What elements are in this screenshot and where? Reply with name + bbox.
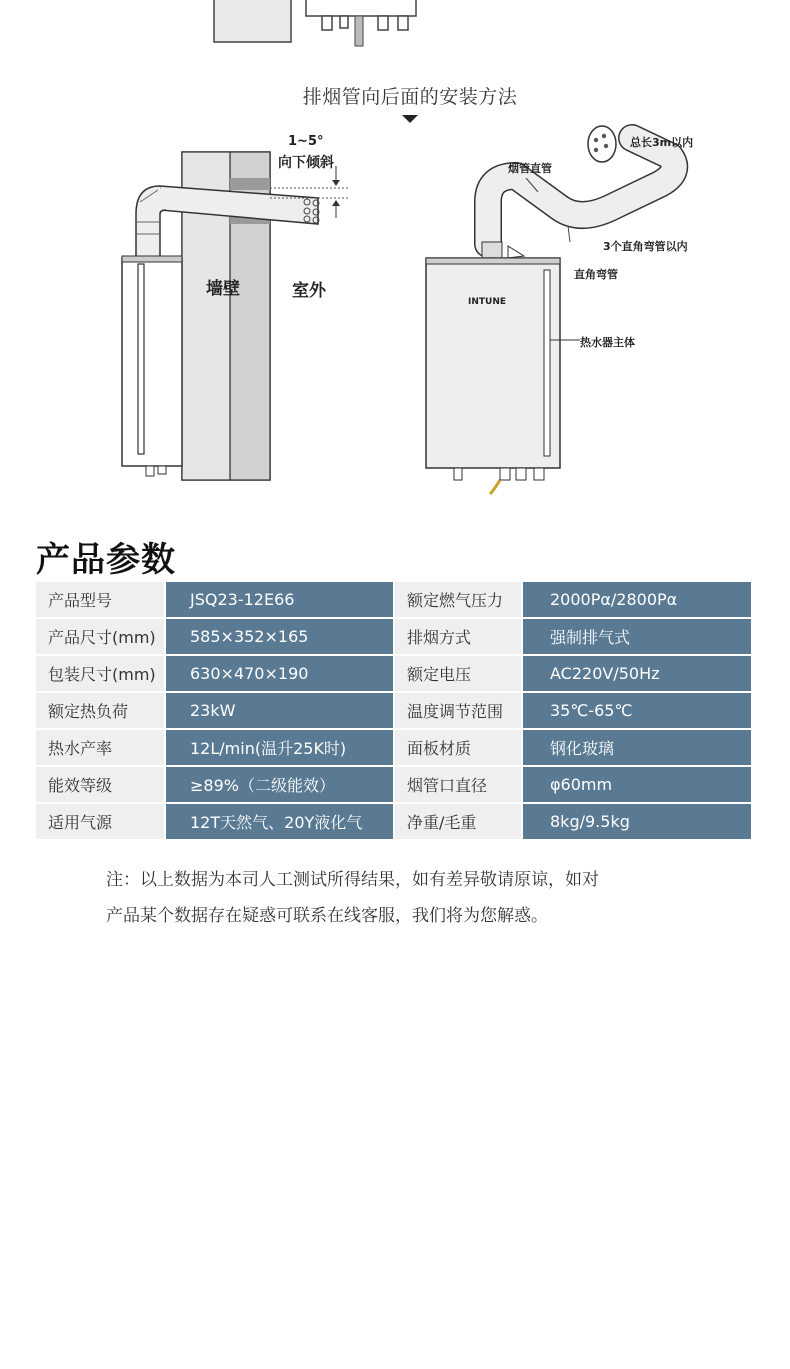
elbow-label: 直角弯管 [574,268,618,281]
outdoor-label: 室外 [292,281,326,301]
table-row [36,729,752,766]
spec-label: 温度调节范围 [394,692,522,729]
note-line-1: 注：以上数据为本司人工测试所得结果，如有差异敬请原谅，如对 [106,870,599,890]
note-line-2: 产品某个数据存在疑惑可联系在线客服，我们将为您解惑。 [106,906,548,926]
spec-value: 2000Pα/2800Pα [522,582,752,618]
spec-value: AC220V/50Hz [522,655,752,692]
spec-label: 产品尺寸(mm) [36,618,165,655]
spec-value: 钢化玻璃 [522,729,752,766]
spec-label: 额定电压 [394,655,522,692]
spec-label: 适用气源 [36,803,165,840]
elbow-count-label: 3个直角弯管以内 [603,240,688,253]
spec-value: 强制排气式 [522,618,752,655]
spec-table [36,582,753,841]
spec-label: 包装尺寸(mm) [36,655,165,692]
table-row [36,766,752,803]
spec-value: 12L/min(温升25K时) [165,729,394,766]
spec-value: 585×352×165 [165,618,394,655]
angle-label: 1~5° [288,134,324,149]
table-row [36,582,752,618]
wall-install-diagram [100,130,420,510]
spec-value: 8kg/9.5kg [522,803,752,840]
wall-install-drawing [100,130,420,510]
spec-label: 额定热负荷 [36,692,165,729]
spec-value: φ60mm [522,766,752,803]
total-length-label: 总长3m以内 [630,136,694,149]
spec-value: JSQ23-12E66 [165,582,394,618]
brand-logo: INTUNE [468,297,507,307]
spec-label: 烟管口直径 [394,766,522,803]
install-section-caption: 排烟管向后面的安装方法 [302,86,518,108]
table-row [36,655,752,692]
tilt-label: 向下倾斜 [278,155,334,171]
table-row [36,618,752,655]
spec-value: 23kW [165,692,394,729]
spec-label: 产品型号 [36,582,165,618]
params-title: 产品参数 [36,540,176,580]
spec-label: 面板材质 [394,729,522,766]
spec-label: 热水产率 [36,729,165,766]
spec-label: 排烟方式 [394,618,522,655]
caption-down-arrow-icon [402,115,418,125]
disclaimer-note [106,862,726,934]
main-body-label: 热水器主体 [580,336,635,349]
flue-pipe-drawing [420,122,720,512]
table-row [36,803,752,840]
table-row [36,692,752,729]
spec-label: 净重/毛重 [394,803,522,840]
wall-label: 墙壁 [206,279,240,299]
spec-value: 630×470×190 [165,655,394,692]
straight-pipe-label: 烟管直管 [508,162,552,175]
top-heater-illustration [0,0,790,60]
spec-value: 35℃-65℃ [522,692,752,729]
spec-label: 能效等级 [36,766,165,803]
spec-label: 额定燃气压力 [394,582,522,618]
spec-value: 12T天然气、20Y液化气 [165,803,394,840]
spec-table-body [36,582,752,840]
flue-pipe-diagram [420,122,720,512]
spec-value: ≥89%（二级能效） [165,766,394,803]
